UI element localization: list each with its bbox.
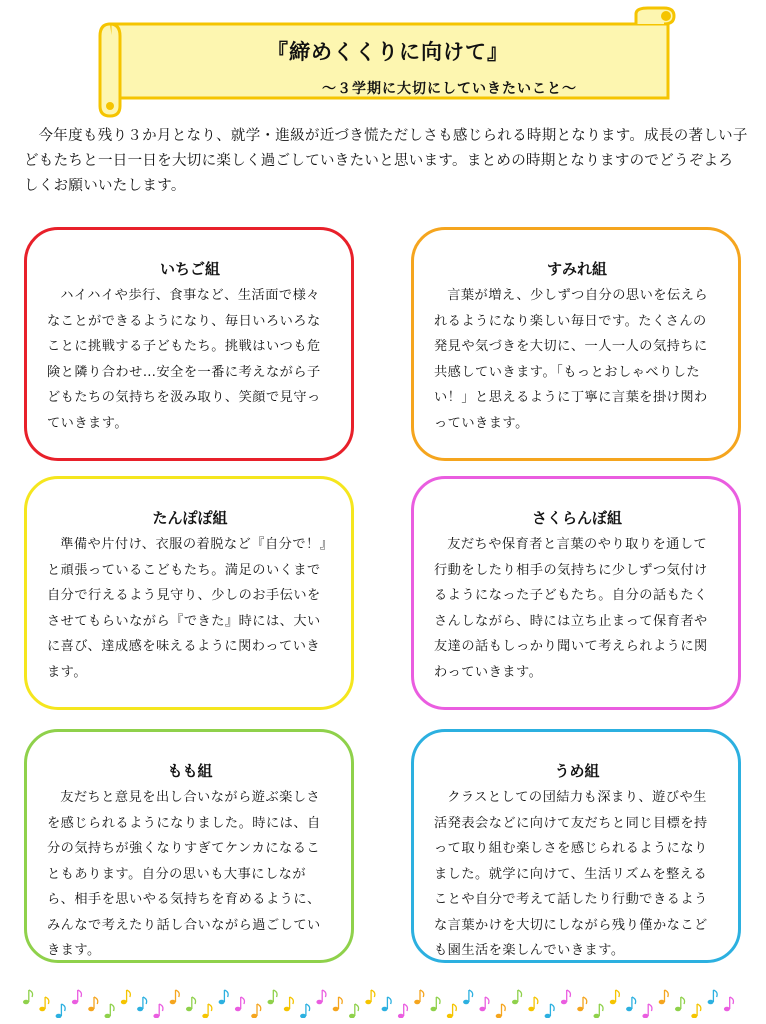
music-note-icon (594, 1004, 604, 1018)
music-note-icon (642, 1004, 652, 1018)
music-note-icon (300, 1004, 310, 1018)
music-note-icon (724, 997, 734, 1011)
class-card-tanpopo (24, 476, 354, 710)
music-note-icon (447, 1004, 457, 1018)
music-note-icon (512, 990, 522, 1004)
music-note-icon (219, 990, 229, 1004)
class-card-title: いちご組 (159, 260, 220, 278)
music-note-icon (561, 990, 571, 1004)
class-card-title: もも組 (167, 762, 213, 780)
class-card-title: さくらんぼ組 (531, 509, 622, 527)
music-note-icon (431, 997, 441, 1011)
music-note-icon (268, 990, 278, 1004)
class-card-text: 準備や片付け、衣服の着脱など『自分で！』と頑張っているこどもたち。満足のいくまで自分で行えるよう見守り、少しのお手伝いをさせてもらいながら『できた』時には、大いに喜び、達成感を味えるように関わっていきます。 (47, 537, 327, 680)
music-note-icon (349, 1004, 359, 1018)
music-note-icon (316, 990, 326, 1004)
music-note-icon (235, 997, 245, 1011)
music-note-icon (626, 997, 636, 1011)
music-note-icon (72, 990, 82, 1004)
class-card-text: 友だちと意見を出し合いながら遊ぶ楽しさを感じられるようになりました。時には、自分の気持ちが強くなりすぎてケンカになることもあります。自分の思いも大事にしながら、相手を思いやる気持ちを育めるように、みんなで考えたり話し合いながら過ごしていきます。 (47, 790, 321, 958)
class-card-title: すみれ組 (546, 260, 607, 278)
music-note-icon (479, 997, 489, 1011)
music-note-icon (382, 997, 392, 1011)
music-note-icon (708, 990, 718, 1004)
music-note-icon (398, 1004, 408, 1018)
music-note-icon (528, 997, 538, 1011)
class-card-text: ハイハイや歩行、食事など、生活面で様々なことができるようになり、毎日いろいろなことに挑戦する子どもたち。挑戦はいつも危険と隣り合わせ…安全を一番に考えながら子どもたちの気持ちを汲み取り、笑顔で見守っていきます。 (47, 288, 321, 431)
class-card-text: 言葉が増え、少しずつ自分の思いを伝えられるようになり楽しい毎日です。たくさんの発見や気づきを大切に、一人一人の気持ちに共感していきます。「もっとおしゃべりしたい！」と思えるように丁寧に言葉を掛け関わっていきます。 (434, 288, 709, 431)
music-note-icon (170, 990, 180, 1004)
music-notes-border (20, 978, 750, 1018)
class-card-momo (24, 729, 354, 963)
intro-paragraph: 今年度も残り３か月となり、就学・進級が近づき慌ただしさも感じられる時期となります。成長の著しい子どもたちと一日一日を大切に楽しく過ごしていきたいと思います。まとめの時期となりますのでどうぞよろしくお願いいたします。 (24, 128, 748, 194)
class-card-text: クラスとしての団結力も深まり、遊びや生活発表会などに向けて友だちと同じ目標を持って取り組む楽しさを感じられるようになりました。就学に向けて、生活リズムを整えることや自分で考えて話したり行動できるような言葉かけを大切にしながら残り僅かなこども園生活を楽しんでいきます。 (434, 790, 708, 958)
music-note-icon (414, 990, 424, 1004)
scroll-banner (96, 6, 680, 118)
music-note-icon (186, 997, 196, 1011)
music-note-icon (284, 997, 294, 1011)
music-note-icon (39, 997, 49, 1011)
music-note-icon (365, 990, 375, 1004)
class-card-sakuranbo (411, 476, 741, 710)
music-note-icon (121, 990, 131, 1004)
music-note-icon (56, 1004, 66, 1018)
music-note-icon (691, 1004, 701, 1018)
music-note-icon (153, 1004, 163, 1018)
class-card-title: うめ組 (554, 762, 600, 780)
music-note-icon (251, 1004, 261, 1018)
music-note-icon (577, 997, 587, 1011)
music-note-icon (610, 990, 620, 1004)
music-note-icon (105, 1004, 115, 1018)
music-note-icon (23, 990, 33, 1004)
class-card-ume (411, 729, 741, 963)
class-card-title: たんぽぽ組 (152, 509, 228, 527)
class-card-ichigo (24, 227, 354, 461)
music-note-icon (496, 1004, 506, 1018)
music-note-icon (659, 990, 669, 1004)
music-note-icon (333, 997, 343, 1011)
page-title: 『締めくくりに向けて』 (267, 40, 509, 64)
page-subtitle: ～３学期に大切にしていきたいこと～ (322, 81, 577, 97)
music-note-icon (675, 997, 685, 1011)
music-note-icon (137, 997, 147, 1011)
music-note-icon (202, 1004, 212, 1018)
class-card-sumire (411, 227, 741, 461)
music-note-icon (545, 1004, 555, 1018)
music-note-icon (463, 990, 473, 1004)
music-note-icon (88, 997, 98, 1011)
class-card-text: 友だちや保育者と言葉のやり取りを通して行動をしたり相手の気持ちに少しずつ気付けるようになった子どもたち。自分の話もたくさんしながら、時には立ち止まって保育者や友達の話もしっかり聞いて考えられように関わっていきます。 (434, 537, 708, 680)
